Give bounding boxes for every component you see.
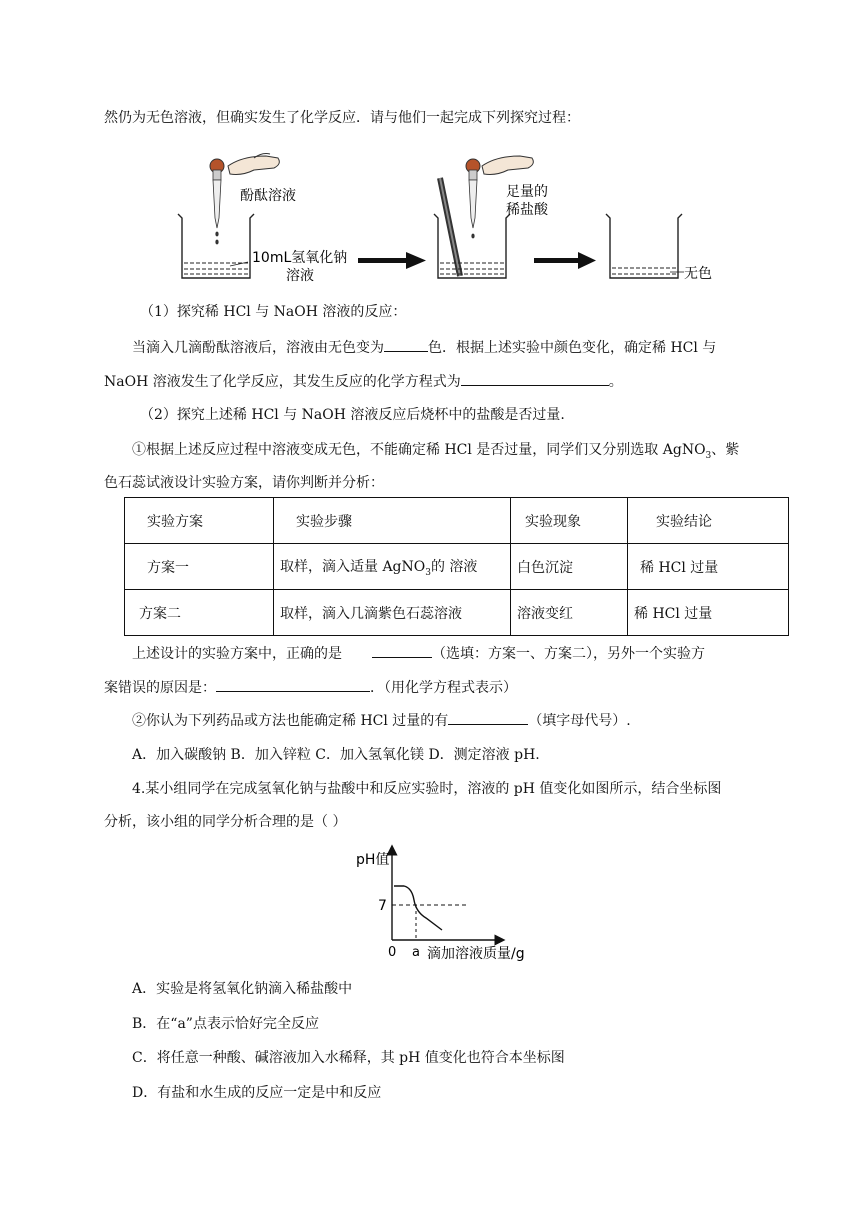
part1-text-c-end: 。 xyxy=(608,374,623,390)
part1-title: （1）探究稀 HCl 与 NaOH 溶液的反应： xyxy=(140,304,407,320)
table-cell-phenomenon: 白色沉淀 xyxy=(511,544,628,590)
after-line-b xyxy=(104,677,517,698)
part3-options: A．加入碳酸钠 B．加入锌粒 C．加入氢氧化镁 D．测定溶液 pH. xyxy=(132,747,540,763)
after-line-a xyxy=(132,643,705,664)
table-header-cell: 实验结论 xyxy=(628,498,789,544)
option-d[interactable]: D．有盐和水生成的反应一定是中和反应 xyxy=(132,1085,382,1101)
label-acid-1: 足量的 xyxy=(506,184,548,200)
color-answer-blank[interactable] xyxy=(384,337,428,352)
intro-text: 然仍为无色溶液，但确实发生了化学反应．请与他们一起完成下列探究过程： xyxy=(104,110,580,126)
part1-text-b: 色．根据上述实验中颜色变化，确定稀 HCl 与 xyxy=(428,340,717,356)
arrow-right-icon xyxy=(358,252,426,269)
label-naoh-2: 溶液 xyxy=(286,268,314,284)
table-cell-phenomenon: 溶液变红 xyxy=(511,590,628,636)
part2-line-a xyxy=(132,440,739,466)
tick-7: 7 xyxy=(378,898,387,914)
after-text-a: 上述设计的实验方案中，正确的是 xyxy=(132,646,342,662)
q4-stem-1: 4.某小组同学在完成氢氧化钠与盐酸中和反应实验时，溶液的 pH 值变化如图所示，结合坐标图 xyxy=(132,781,722,797)
table-cell-step: 取样，滴入几滴紫色石蕊溶液 xyxy=(274,590,511,636)
part3-text-a: ②你认为下列药品或方法也能确定稀 HCl 过量的有 xyxy=(132,713,449,729)
experiment-figure xyxy=(170,148,730,293)
q4-stem-2: 分析，该小组的同学分析合理的是（ ） xyxy=(104,814,347,830)
label-acid-2: 稀盐酸 xyxy=(506,202,548,218)
table-cell-conclusion: 稀 HCl 过量 xyxy=(628,544,789,590)
part2-text-a: ①根据上述反应过程中溶液变成无色，不能确定稀 HCl 是否过量，同学们又分别选取 AgNO xyxy=(132,442,706,458)
table-cell-plan: 方案二 xyxy=(125,590,274,636)
reason-answer-blank[interactable] xyxy=(216,677,370,692)
label-phenol: 酚酞溶液 xyxy=(240,188,296,204)
option-b[interactable]: B．在“a”点表示恰好完全反应 xyxy=(132,1016,319,1032)
y-axis-label: pH值 xyxy=(356,852,390,868)
part2-sub: 3 xyxy=(705,450,712,461)
table-cell-conclusion: 稀 HCl 过量 xyxy=(628,590,789,636)
label-naoh-1: 10mL氢氧化钠 xyxy=(252,250,348,266)
part1-text-c: NaOH 溶液发生了化学反应，其发生反应的化学方程式为 xyxy=(104,374,461,390)
plan-answer-blank[interactable] xyxy=(372,643,432,658)
part2-title: （2）探究上述稀 HCl 与 NaOH 溶液反应后烧杯中的盐酸是否过量. xyxy=(140,407,565,423)
x-axis-label: 滴加溶液质量/g xyxy=(427,946,525,962)
table-row xyxy=(125,544,789,590)
table-header-row xyxy=(125,498,789,544)
step-sub: 3 xyxy=(425,567,431,578)
step-text-b: 的 溶液 xyxy=(430,558,478,575)
letter-answer-blank[interactable] xyxy=(448,710,528,725)
ph-graph xyxy=(350,842,540,964)
table-row xyxy=(125,590,789,636)
part1-line-a xyxy=(132,337,716,358)
glass-rod-icon xyxy=(440,178,460,276)
part2-text-a-end: 、紫 xyxy=(711,442,740,458)
option-c[interactable]: C．将任意一种酸、碱溶液加入水稀释，其 pH 值变化也符合本坐标图 xyxy=(132,1050,565,1066)
after-text-c-end: ．（用化学方程式表示） xyxy=(370,680,517,696)
table-header-cell: 实验现象 xyxy=(511,498,628,544)
table-cell-step xyxy=(274,544,511,590)
table-header-cell: 实验步骤 xyxy=(274,498,511,544)
option-a[interactable]: A．实验是将氢氧化钠滴入稀盐酸中 xyxy=(132,981,353,997)
part1-text-a: 当滴入几滴酚酞溶液后，溶液由无色变为 xyxy=(132,340,384,356)
step-text-a: 取样，滴入适量 AgNO xyxy=(280,558,426,575)
after-text-b: （选填：方案一、方案二），另外一个实验方 xyxy=(432,646,705,662)
table-header-cell: 实验方案 xyxy=(125,498,274,544)
ph-curve xyxy=(394,886,442,930)
part3-text-b: （填字母代号）. xyxy=(528,713,631,729)
label-colorless: 无色 xyxy=(684,266,712,282)
experiment-table xyxy=(124,497,789,636)
tick-a: a xyxy=(412,945,420,960)
origin-label: 0 xyxy=(388,945,397,960)
equation-answer-blank[interactable] xyxy=(461,371,609,386)
arrow-right-icon xyxy=(534,252,596,269)
part3-line xyxy=(132,710,631,731)
part2-line-b: 色石蕊试液设计实验方案，请你判断并分析： xyxy=(104,475,384,491)
part1-line-b xyxy=(104,371,623,392)
table-cell-plan: 方案一 xyxy=(125,544,274,590)
after-text-c: 案错误的原因是： xyxy=(104,680,216,696)
beaker-3 xyxy=(606,214,684,278)
